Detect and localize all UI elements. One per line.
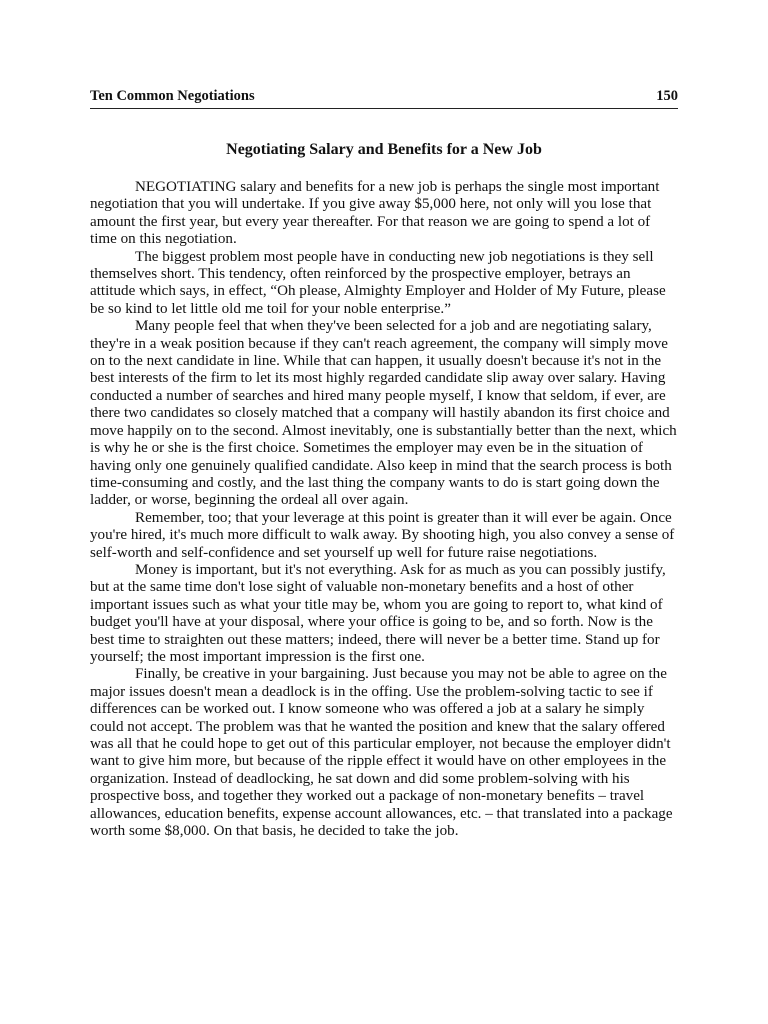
- body-text: [90, 179, 678, 840]
- paragraph: Remember, too; that your leverage at this point is greater than it will ever be again. Once you're hired, it's much more difficult to walk away. By shooting high, you also convey a sense of self-worth and self-confidence and set yourself up well for future raise negotiations.: [90, 509, 675, 561]
- page-number: 150: [656, 88, 678, 104]
- running-title: Ten Common Negotiations: [90, 88, 255, 104]
- paragraph: Money is important, but it's not everything. Ask for as much as you can possibly justify, but at the same time don't lose sight of valuable non-monetary benefits and a host of other important issues such as what your title may be, whom you are going to report to, what kind of budget you'll have at your disposal, where your office is going to be, and so forth. Now is the best time to straighten out these matters; indeed, there will never be a better time. Stand up for yourself; the most important impression is the first one.: [90, 561, 666, 665]
- section-title: Negotiating Salary and Benefits for a New Job: [226, 141, 542, 158]
- paragraph: Many people feel that when they've been selected for a job and are negotiating salary, they're in a weak position because if they can't reach agreement, the company will simply move on to the next candidate in line. While that can happen, it usually doesn't because it's not in the best interests of the firm to let its most highly regarded candidate slip away over salary. Having conducted a number of searches and hired many people myself, I know that seldom, if ever, are there two candidates so closely matched that a company will hastily abandon its first choice and move happily on to the second. Almost inevitably, one is substantially better than the next, which is why he or she is the first choice. Sometimes the employer may even be in the situation of having only one genuinely qualified candidate. Also keep in mind that the search process is both time-consuming and costly, and the last thing the company wants to do is start going down the ladder, or worse, beginning the ordeal all over again.: [90, 318, 677, 509]
- book-page: [90, 86, 678, 840]
- paragraph: NEGOTIATING salary and benefits for a new job is perhaps the single most important negotiation that you will undertake. If you give away $5,000 here, not only will you lose that amount the first year, but every year thereafter. For that reason we are going to spend a lot of time on this negotiation.: [90, 179, 660, 248]
- paragraph: Finally, be creative in your bargaining. Just because you may not be able to agree on the major issues doesn't mean a deadlock is in the offing. Use the problem-solving tactic to see if differences can be worked out. I know someone who was offered a job at a salary he simply could not accept. The problem was that he wanted the position and knew that the salary offered was all that he could hope to get out of this particular employer, not because the employer didn't want to give him more, but because of the ripple effect it would have on other employees in the organization. Instead of deadlocking, he sat down and did some problem-solving with his prospective boss, and together they worked out a package of non-monetary benefits – travel allowances, education benefits, expense account allowances, etc. – that translated into a package worth some $8,000. On that basis, he decided to take the job.: [90, 666, 673, 840]
- paragraph: The biggest problem most people have in conducting new job negotiations is they sell themselves short. This tendency, often reinforced by the prospective employer, betrays an attitude which says, in effect, “Oh please, Almighty Employer and Holder of My Future, please be so kind to let little old me toil for your noble enterprise.”: [90, 248, 666, 317]
- running-header: [90, 86, 678, 109]
